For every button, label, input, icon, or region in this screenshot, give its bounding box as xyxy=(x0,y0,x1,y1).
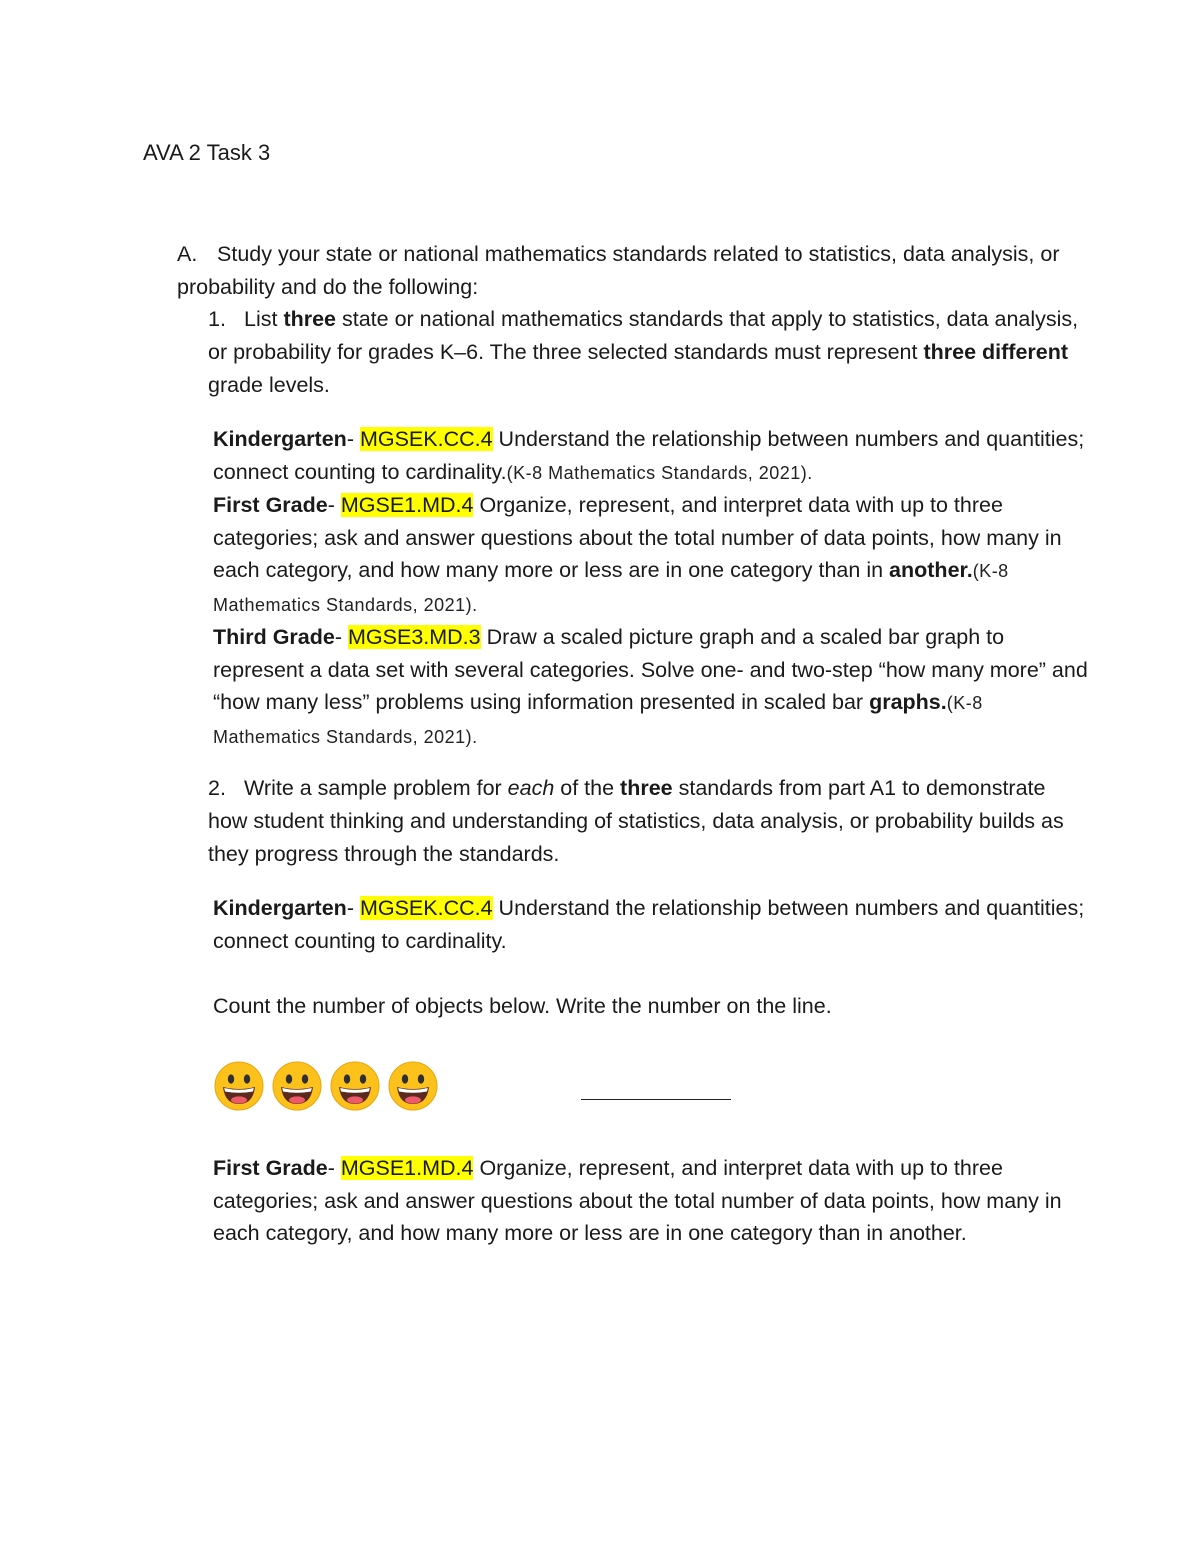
standard-code: MGSE3.MD.3 xyxy=(348,625,481,649)
grinning-face-icon xyxy=(387,1060,439,1112)
standard-third-grade xyxy=(213,621,1093,753)
sample-code: MGSE1.MD.4 xyxy=(340,1156,474,1180)
standard-citation: (K-8 Mathematics Standards, 2021). xyxy=(213,561,1009,615)
standard-text-end: another. xyxy=(889,558,973,582)
standard-grade: Kindergarten xyxy=(213,427,347,451)
standard-text-end: graphs. xyxy=(869,690,947,714)
standard-text: Draw a scaled picture graph and a scaled bar graph to represent a data set with several categories. Solve one- and two-step “how many more” and “how many less” problems using information presented in scaled bar xyxy=(213,625,1088,714)
sample-first-grade-standard xyxy=(213,1152,1093,1250)
question-1 xyxy=(208,303,1088,402)
part-a-label: A. xyxy=(177,242,198,266)
question-1-text-post: grade levels. xyxy=(208,373,330,397)
standard-grade: First Grade xyxy=(213,493,328,517)
standard-grade: Third Grade xyxy=(213,625,335,649)
standard-text: Understand the relationship between numbers and quantities; connect counting to cardinality. xyxy=(213,427,1085,484)
separator: - xyxy=(346,427,360,451)
separator: - xyxy=(346,896,360,920)
grinning-face-icon xyxy=(329,1060,381,1112)
separator: - xyxy=(327,493,341,517)
part-a-prompt xyxy=(177,238,1077,304)
document-title: AVA 2 Task 3 xyxy=(143,140,271,165)
question-2-text-post: standards from part A1 to demonstrate how student thinking and understanding of statistics, data analysis, or probability builds as they progress through the standards. xyxy=(208,776,1064,866)
question-1-text-mid: state or national mathematics standards that apply to statistics, data analysis, or probability for grades K–6. The three selected standards must represent xyxy=(208,307,1079,364)
sample-grade: Kindergarten xyxy=(213,896,347,920)
standard-citation: (K-8 Mathematics Standards, 2021). xyxy=(506,462,813,483)
sample-kindergarten-standard xyxy=(213,892,1093,957)
standard-code: MGSEK.CC.4 xyxy=(359,427,493,451)
question-1-number: 1. xyxy=(208,307,226,331)
standard-text: Organize, represent, and interpret data with up to three categories; ask and answer questions about the total number of data points, how many in each category, and how many more or less are in one category than in xyxy=(213,493,1062,582)
separator: - xyxy=(327,1156,341,1180)
sample-kindergarten-prompt: Count the number of objects below. Write the number on the line. xyxy=(213,994,832,1018)
standard-kindergarten xyxy=(213,423,1093,489)
emoji-row xyxy=(213,1060,439,1116)
question-1-bold-three-different: three different xyxy=(923,340,1069,364)
grinning-face-icon xyxy=(213,1060,265,1112)
standard-code: MGSE1.MD.4 xyxy=(340,493,474,517)
question-2-number: 2. xyxy=(208,776,226,800)
grinning-face-icon xyxy=(271,1060,323,1112)
separator: - xyxy=(334,625,348,649)
question-2-text-pre: Write a sample problem for xyxy=(244,776,508,800)
question-2 xyxy=(208,772,1088,871)
standard-first-grade xyxy=(213,489,1093,621)
question-1-text-pre: List xyxy=(244,307,284,331)
sample-text: Organize, represent, and interpret data with up to three categories; ask and answer questions about the total number of data points, how many in each category, and how many more or less are in one category than in another. xyxy=(213,1156,1062,1245)
sample-text: Understand the relationship between numbers and quantities; connect counting to cardinality. xyxy=(213,896,1085,953)
question-1-bold-three: three xyxy=(283,307,337,331)
sample-grade: First Grade xyxy=(213,1156,328,1180)
question-2-text-mid: of the xyxy=(554,776,621,800)
standards-list xyxy=(213,423,1093,753)
question-2-italic-each: each xyxy=(507,776,555,800)
sample-code: MGSEK.CC.4 xyxy=(359,896,493,920)
part-a-text: Study your state or national mathematics standards related to statistics, data analysis, or probability and do the following: xyxy=(177,242,1060,299)
standard-citation: (K-8 Mathematics Standards, 2021). xyxy=(213,693,983,747)
question-2-bold-three: three xyxy=(620,776,673,800)
answer-blank-line[interactable] xyxy=(581,1099,731,1100)
